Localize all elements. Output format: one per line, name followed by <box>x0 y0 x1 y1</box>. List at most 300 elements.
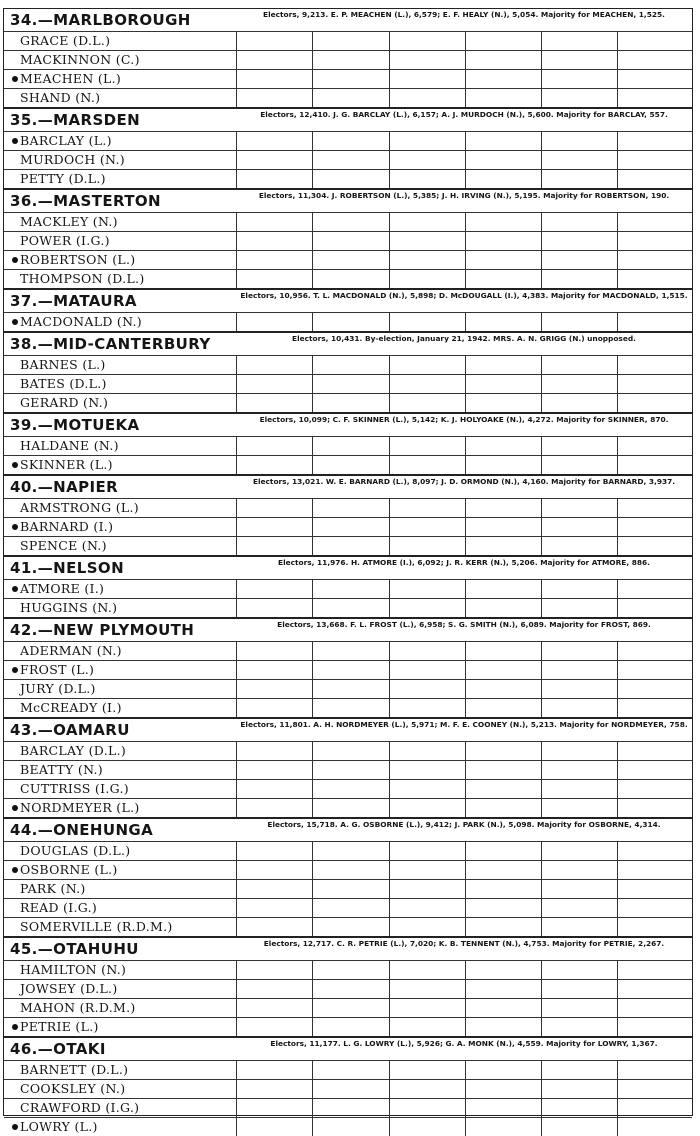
blank-entry-cell <box>389 213 465 231</box>
candidate-name <box>4 1118 236 1136</box>
elected-bullet-icon <box>12 805 18 811</box>
blank-entry-cell <box>389 313 465 331</box>
candidate-row <box>4 312 692 331</box>
blank-entry-cell <box>312 499 388 517</box>
electorate-title: 37.—MATAURA <box>10 292 137 310</box>
electorate-title: 40.—NAPIER <box>10 478 119 496</box>
blank-entry-cell <box>617 518 693 536</box>
blank-entry-cell <box>312 642 388 660</box>
candidate-name <box>4 842 236 860</box>
blank-entry-cell <box>617 537 693 555</box>
blank-entry-cell <box>465 151 541 169</box>
candidate-name <box>4 151 236 169</box>
blank-entry-cell <box>236 580 312 598</box>
blank-entry-cell <box>236 1061 312 1079</box>
blank-entry-cell <box>617 899 693 917</box>
blank-entry-cell <box>389 780 465 798</box>
candidate-label: HUGGINS (N.) <box>20 600 118 615</box>
blank-entry-cell <box>236 680 312 698</box>
blank-entry-cell <box>389 89 465 107</box>
candidate-label: McCREADY (I.) <box>20 700 122 715</box>
candidate-label: HALDANE (N.) <box>20 438 119 453</box>
blank-entry-cell <box>541 980 617 998</box>
blank-entry-cell <box>465 799 541 817</box>
blank-entry-cell <box>617 742 693 760</box>
blank-entry-cell <box>312 1018 388 1036</box>
candidate-name <box>4 1080 236 1098</box>
blank-entry-cell <box>541 70 617 88</box>
candidate-row <box>4 660 692 679</box>
candidate-name <box>4 642 236 660</box>
elected-bullet-icon <box>12 1124 18 1130</box>
blank-entry-cell <box>541 1061 617 1079</box>
blank-entry-cell <box>312 899 388 917</box>
blank-entry-cell <box>465 437 541 455</box>
candidate-row <box>4 455 692 474</box>
blank-entry-cell <box>617 89 693 107</box>
blank-entry-cell <box>617 599 693 617</box>
electorate-header <box>4 190 692 212</box>
electorate-section <box>4 557 692 619</box>
blank-entry-cell <box>236 518 312 536</box>
electorate-section <box>4 476 692 557</box>
blank-entry-cell <box>465 899 541 917</box>
blank-entry-cell <box>541 899 617 917</box>
blank-entry-cell <box>236 170 312 188</box>
candidate-label: PETRIE (L.) <box>20 1019 99 1034</box>
candidate-label: READ (I.G.) <box>20 900 98 915</box>
candidate-row <box>4 393 692 412</box>
blank-entry-cell <box>389 899 465 917</box>
electorate-title: 42.—NEW PLYMOUTH <box>10 621 195 639</box>
blank-entry-cell <box>236 861 312 879</box>
blank-entry-cell <box>236 699 312 717</box>
candidate-label: BARNES (L.) <box>20 357 106 372</box>
blank-entry-cell <box>617 213 693 231</box>
blank-entry-cell <box>312 270 388 288</box>
candidate-label: CUTTRISS (I.G.) <box>20 781 129 796</box>
blank-entry-cell <box>541 356 617 374</box>
candidate-label: BARCLAY (L.) <box>20 133 112 148</box>
blank-entry-cell <box>617 70 693 88</box>
blank-entry-cell <box>541 680 617 698</box>
blank-entry-cell <box>617 437 693 455</box>
candidate-row <box>4 960 692 979</box>
elected-bullet-icon <box>12 1024 18 1030</box>
blank-entry-cell <box>236 375 312 393</box>
candidate-name <box>4 799 236 817</box>
blank-entry-cell <box>389 861 465 879</box>
blank-entry-cell <box>465 780 541 798</box>
candidate-row <box>4 741 692 760</box>
blank-entry-cell <box>465 861 541 879</box>
blank-entry-cell <box>389 580 465 598</box>
blank-entry-cell <box>541 394 617 412</box>
blank-entry-cell <box>312 32 388 50</box>
candidate-label: FROST (L.) <box>20 662 95 677</box>
candidate-label: THOMPSON (D.L.) <box>20 271 145 286</box>
blank-entry-cell <box>541 251 617 269</box>
blank-entry-cell <box>389 170 465 188</box>
candidate-row <box>4 436 692 455</box>
electorate-section <box>4 9 692 109</box>
candidate-label: GERARD (N.) <box>20 395 109 410</box>
electorate-title: 36.—MASTERTON <box>10 192 162 210</box>
electorate-section <box>4 1038 692 1136</box>
blank-entry-cell <box>236 1018 312 1036</box>
blank-entry-cell <box>389 742 465 760</box>
blank-entry-cell <box>389 761 465 779</box>
blank-entry-cell <box>389 518 465 536</box>
candidate-label: BARNETT (D.L.) <box>20 1062 129 1077</box>
blank-entry-cell <box>541 842 617 860</box>
blank-entry-cell <box>617 1118 693 1136</box>
blank-entry-cell <box>465 170 541 188</box>
blank-entry-cell <box>465 680 541 698</box>
candidate-row <box>4 898 692 917</box>
blank-entry-cell <box>312 1061 388 1079</box>
candidate-row <box>4 31 692 50</box>
blank-entry-cell <box>236 599 312 617</box>
electorate-header <box>4 476 692 498</box>
blank-entry-cell <box>389 642 465 660</box>
blank-entry-cell <box>236 456 312 474</box>
candidate-row <box>4 1098 692 1117</box>
blank-entry-cell <box>312 580 388 598</box>
blank-entry-cell <box>541 456 617 474</box>
blank-entry-cell <box>312 89 388 107</box>
blank-entry-cell <box>312 861 388 879</box>
blank-entry-cell <box>389 999 465 1017</box>
blank-entry-cell <box>236 880 312 898</box>
blank-entry-cell <box>541 1118 617 1136</box>
blank-entry-cell <box>541 151 617 169</box>
blank-entry-cell <box>312 680 388 698</box>
blank-entry-cell <box>617 51 693 69</box>
election-summary: Electors, 11,177. L. G. LOWRY (L.), 5,926; G. A. MONK (N.), 4,559. Majority for LOWRY, 1,367. <box>270 1039 658 1048</box>
candidate-name <box>4 1099 236 1117</box>
blank-entry-cell <box>236 999 312 1017</box>
candidate-row <box>4 231 692 250</box>
blank-entry-cell <box>236 980 312 998</box>
blank-entry-cell <box>236 842 312 860</box>
elected-bullet-icon <box>12 257 18 263</box>
candidate-label: MACDONALD (N.) <box>20 314 142 329</box>
candidate-name <box>4 394 236 412</box>
candidate-label: SPENCE (N.) <box>20 538 107 553</box>
blank-entry-cell <box>312 70 388 88</box>
blank-entry-cell <box>312 251 388 269</box>
blank-entry-cell <box>389 375 465 393</box>
blank-entry-cell <box>312 170 388 188</box>
candidate-label: JURY (D.L.) <box>20 681 96 696</box>
blank-entry-cell <box>541 780 617 798</box>
blank-entry-cell <box>617 661 693 679</box>
candidate-name <box>4 456 236 474</box>
blank-entry-cell <box>617 356 693 374</box>
electorate-header <box>4 333 692 355</box>
candidate-row <box>4 598 692 617</box>
blank-entry-cell <box>312 761 388 779</box>
candidate-row <box>4 798 692 817</box>
candidate-name <box>4 699 236 717</box>
electorate-section <box>4 719 692 819</box>
blank-entry-cell <box>617 270 693 288</box>
candidate-row <box>4 88 692 107</box>
blank-entry-cell <box>617 499 693 517</box>
blank-entry-cell <box>617 918 693 936</box>
election-summary: Electors, 11,304. J. ROBERTSON (L.), 5,385; J. H. IRVING (N.), 5,195. Majority for ROBERTSON, 190. <box>258 191 670 200</box>
blank-entry-cell <box>465 880 541 898</box>
blank-entry-cell <box>312 661 388 679</box>
candidate-label: SKINNER (L.) <box>20 457 113 472</box>
candidate-row <box>4 150 692 169</box>
candidate-name <box>4 980 236 998</box>
blank-entry-cell <box>389 270 465 288</box>
candidate-row <box>4 131 692 150</box>
blank-entry-cell <box>541 661 617 679</box>
blank-entry-cell <box>617 999 693 1017</box>
blank-entry-cell <box>312 799 388 817</box>
candidate-row <box>4 760 692 779</box>
blank-entry-cell <box>541 270 617 288</box>
blank-entry-cell <box>389 880 465 898</box>
blank-entry-cell <box>465 699 541 717</box>
blank-entry-cell <box>389 842 465 860</box>
blank-entry-cell <box>389 151 465 169</box>
candidate-name <box>4 861 236 879</box>
blank-entry-cell <box>389 394 465 412</box>
blank-entry-cell <box>389 537 465 555</box>
candidate-label: LOWRY (L.) <box>20 1119 98 1134</box>
candidate-label: CRAWFORD (I.G.) <box>20 1100 140 1115</box>
blank-entry-cell <box>236 51 312 69</box>
candidate-row <box>4 517 692 536</box>
blank-entry-cell <box>389 499 465 517</box>
blank-entry-cell <box>312 313 388 331</box>
blank-entry-cell <box>389 1018 465 1036</box>
blank-entry-cell <box>236 356 312 374</box>
blank-entry-cell <box>236 1118 312 1136</box>
candidate-row <box>4 250 692 269</box>
candidate-label: NORDMEYER (L.) <box>20 800 140 815</box>
blank-entry-cell <box>541 375 617 393</box>
candidate-row <box>4 698 692 717</box>
blank-entry-cell <box>236 437 312 455</box>
election-summary: Electors, 11,976. H. ATMORE (I.), 6,092; J. R. KERR (N.), 5,206. Majority for ATMORE, 886. <box>278 558 650 567</box>
blank-entry-cell <box>465 580 541 598</box>
candidate-name <box>4 999 236 1017</box>
blank-entry-cell <box>541 132 617 150</box>
blank-entry-cell <box>465 356 541 374</box>
blank-entry-cell <box>617 32 693 50</box>
candidate-name <box>4 599 236 617</box>
blank-entry-cell <box>617 780 693 798</box>
candidate-label: BARNARD (I.) <box>20 519 114 534</box>
candidate-label: BEATTY (N.) <box>20 762 103 777</box>
blank-entry-cell <box>312 842 388 860</box>
blank-entry-cell <box>236 537 312 555</box>
candidate-name <box>4 313 236 331</box>
candidate-label: SOMERVILLE (R.D.M.) <box>20 919 173 934</box>
blank-entry-cell <box>312 880 388 898</box>
candidate-name <box>4 680 236 698</box>
electorate-title: 38.—MID-CANTERBURY <box>10 335 211 353</box>
blank-entry-cell <box>465 51 541 69</box>
candidate-name <box>4 918 236 936</box>
candidate-name <box>4 1061 236 1079</box>
blank-entry-cell <box>312 1080 388 1098</box>
blank-entry-cell <box>389 599 465 617</box>
electorate-title: 46.—OTAKI <box>10 1040 106 1058</box>
blank-entry-cell <box>465 89 541 107</box>
blank-entry-cell <box>312 780 388 798</box>
electorate-header <box>4 1038 692 1060</box>
candidate-row <box>4 498 692 517</box>
blank-entry-cell <box>465 518 541 536</box>
blank-entry-cell <box>389 132 465 150</box>
blank-entry-cell <box>541 861 617 879</box>
candidate-row <box>4 50 692 69</box>
candidate-row <box>4 69 692 88</box>
electorate-header <box>4 619 692 641</box>
blank-entry-cell <box>617 799 693 817</box>
election-summary: Electors, 10,099; C. F. SKINNER (L.), 5,142; K. J. HOLYOAKE (N.), 4,272. Majority for SKINNER, 870. <box>259 415 669 424</box>
candidate-label: PETTY (D.L.) <box>20 171 106 186</box>
blank-entry-cell <box>465 761 541 779</box>
blank-entry-cell <box>312 537 388 555</box>
electorate-title: 45.—OTAHUHU <box>10 940 139 958</box>
blank-entry-cell <box>617 861 693 879</box>
blank-entry-cell <box>541 89 617 107</box>
blank-entry-cell <box>617 880 693 898</box>
blank-entry-cell <box>389 437 465 455</box>
candidate-name <box>4 661 236 679</box>
electorate-header <box>4 290 692 312</box>
candidate-row <box>4 355 692 374</box>
electorate-section <box>4 414 692 476</box>
election-summary: Electors, 12,410. J. G. BARCLAY (L.), 6,157; A. J. MURDOCH (N.), 5,600. Majority for BARCLAY, 557. <box>260 110 668 119</box>
blank-entry-cell <box>617 699 693 717</box>
blank-entry-cell <box>465 537 541 555</box>
candidate-name <box>4 213 236 231</box>
elected-bullet-icon <box>12 867 18 873</box>
candidate-name <box>4 270 236 288</box>
blank-entry-cell <box>389 799 465 817</box>
blank-entry-cell <box>312 213 388 231</box>
blank-entry-cell <box>236 70 312 88</box>
candidate-label: BATES (D.L.) <box>20 376 107 391</box>
blank-entry-cell <box>312 518 388 536</box>
candidate-label: PARK (N.) <box>20 881 86 896</box>
candidate-label: MAHON (R.D.M.) <box>20 1000 136 1015</box>
blank-entry-cell <box>617 313 693 331</box>
blank-entry-cell <box>617 642 693 660</box>
blank-entry-cell <box>236 89 312 107</box>
blank-entry-cell <box>617 232 693 250</box>
candidate-name <box>4 899 236 917</box>
blank-entry-cell <box>465 70 541 88</box>
blank-entry-cell <box>389 32 465 50</box>
blank-entry-cell <box>541 232 617 250</box>
blank-entry-cell <box>617 456 693 474</box>
blank-entry-cell <box>541 170 617 188</box>
candidate-row <box>4 841 692 860</box>
candidate-row <box>4 917 692 936</box>
elected-bullet-icon <box>12 667 18 673</box>
candidate-row <box>4 879 692 898</box>
blank-entry-cell <box>465 980 541 998</box>
candidate-name <box>4 1018 236 1036</box>
elected-bullet-icon <box>12 76 18 82</box>
blank-entry-cell <box>541 518 617 536</box>
elected-bullet-icon <box>12 319 18 325</box>
blank-entry-cell <box>236 270 312 288</box>
blank-entry-cell <box>465 642 541 660</box>
blank-entry-cell <box>389 251 465 269</box>
blank-entry-cell <box>465 270 541 288</box>
blank-entry-cell <box>236 780 312 798</box>
blank-entry-cell <box>465 32 541 50</box>
election-summary: Electors, 12,717. C. R. PETRIE (L.), 7,020; K. B. TENNENT (N.), 4,753. Majority for PETRIE, 2,267. <box>263 939 665 948</box>
candidate-name <box>4 742 236 760</box>
candidate-name <box>4 961 236 979</box>
election-summary: Electors, 13,021. W. E. BARNARD (L.), 8,097; J. D. ORMOND (N.), 4,160. Majority for BARNARD, 3,937. <box>252 477 676 486</box>
candidate-row <box>4 1079 692 1098</box>
candidate-row <box>4 860 692 879</box>
blank-entry-cell <box>389 1080 465 1098</box>
election-summary: Electors, 13,668. F. L. FROST (L.), 6,958; S. G. SMITH (N.), 6,089. Majority for FROST, 869. <box>277 620 651 629</box>
candidate-row <box>4 979 692 998</box>
blank-entry-cell <box>617 394 693 412</box>
electorate-header <box>4 109 692 131</box>
blank-entry-cell <box>312 132 388 150</box>
blank-entry-cell <box>389 51 465 69</box>
blank-entry-cell <box>541 699 617 717</box>
blank-entry-cell <box>389 232 465 250</box>
candidate-label: BARCLAY (D.L.) <box>20 743 127 758</box>
electorate-header <box>4 557 692 579</box>
electorate-section <box>4 819 692 938</box>
blank-entry-cell <box>312 437 388 455</box>
blank-entry-cell <box>465 394 541 412</box>
blank-entry-cell <box>312 918 388 936</box>
election-summary: Electors, 9,213. E. P. MEACHEN (L.), 6,579; E. F. HEALY (N.), 5,054. Majority for MEACHEN, 1,525. <box>263 10 665 19</box>
blank-entry-cell <box>617 375 693 393</box>
blank-entry-cell <box>236 313 312 331</box>
blank-entry-cell <box>465 599 541 617</box>
blank-entry-cell <box>312 456 388 474</box>
candidate-row <box>4 169 692 188</box>
blank-entry-cell <box>236 642 312 660</box>
candidate-name <box>4 880 236 898</box>
blank-entry-cell <box>312 375 388 393</box>
election-summary: Electors, 10,956. T. L. MACDONALD (N.), 5,898; D. McDOUGALL (I.), 4,383. Majority for MACDONALD, 1,515. <box>240 291 688 300</box>
candidate-label: GRACE (D.L.) <box>20 33 111 48</box>
candidate-label: JOWSEY (D.L.) <box>20 981 118 996</box>
blank-entry-cell <box>312 356 388 374</box>
blank-entry-cell <box>236 1099 312 1117</box>
candidate-label: DOUGLAS (D.L.) <box>20 843 131 858</box>
blank-entry-cell <box>236 1080 312 1098</box>
blank-entry-cell <box>389 1118 465 1136</box>
blank-entry-cell <box>541 1099 617 1117</box>
blank-entry-cell <box>541 537 617 555</box>
candidate-label: SHAND (N.) <box>20 90 101 105</box>
electorate-title: 34.—MARLBOROUGH <box>10 11 191 29</box>
elected-bullet-icon <box>12 586 18 592</box>
candidate-row <box>4 212 692 231</box>
